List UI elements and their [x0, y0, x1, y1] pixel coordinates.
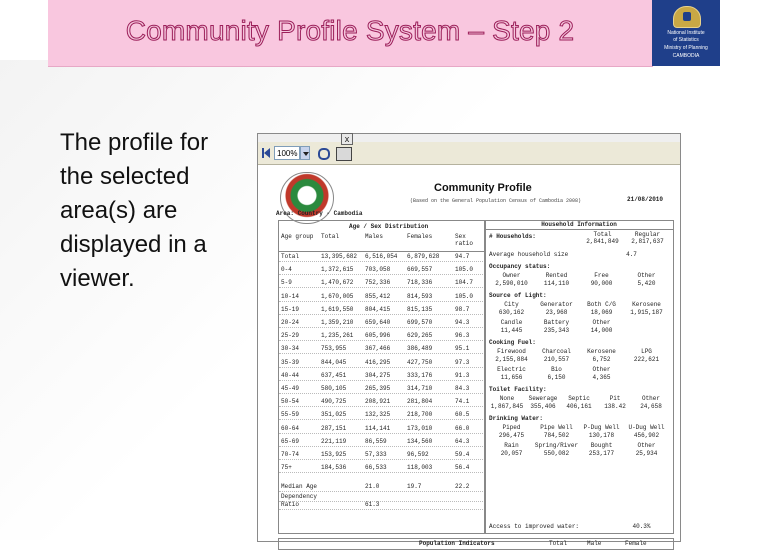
col: Female: [625, 540, 647, 547]
report-area: Area: Country - Cambodia: [276, 210, 363, 217]
cell: Toilet Facility:: [489, 386, 547, 393]
cell: 96.3: [455, 332, 470, 340]
column-header: Total: [321, 233, 340, 240]
cell: 95.1: [455, 345, 470, 353]
cell: 96,592: [407, 451, 429, 458]
cell: 91.3: [455, 371, 470, 379]
cell: 699,570: [407, 319, 433, 326]
cell: 4.7: [626, 251, 637, 258]
row-label: Average household size: [489, 251, 569, 258]
cell: 130,178: [588, 432, 615, 439]
cell: Pit: [609, 395, 621, 402]
table-row: [279, 306, 485, 315]
cell: Electric: [497, 366, 526, 373]
cell: 753,955: [321, 345, 347, 353]
column-labels: [489, 319, 673, 326]
row-label: Total: [281, 253, 300, 260]
cell: 855,412: [365, 292, 391, 300]
cell: 4,365: [592, 374, 611, 381]
cell: 66,533: [365, 464, 387, 472]
report-date: 21/08/2010: [627, 196, 664, 203]
row-label: 35-39: [281, 358, 300, 366]
population-indicators-header: [278, 538, 674, 550]
column-labels: [489, 395, 673, 402]
cell: 2,590,010: [495, 280, 528, 287]
cell: 784,502: [543, 432, 570, 439]
cell: 804,415: [365, 305, 391, 313]
table-row: [279, 425, 485, 434]
viewer-top-strip: [258, 134, 680, 142]
table-row: [279, 266, 485, 275]
body-line: displayed in a: [60, 231, 207, 258]
body-line: the selected: [60, 163, 190, 190]
first-page-icon[interactable]: [262, 148, 270, 158]
cell: Free: [594, 272, 609, 279]
cell: Bio: [551, 366, 562, 373]
table-row: [279, 438, 485, 447]
column-header: Age group: [281, 233, 314, 240]
pop-cols: [549, 540, 663, 547]
cell: 114,110: [543, 280, 570, 287]
row-label: 60-64: [281, 424, 300, 432]
cell: 427,750: [407, 358, 433, 366]
cell: 355,406: [530, 403, 556, 410]
row-label: Dependency: [281, 493, 318, 500]
column-header: Males: [365, 233, 384, 240]
cell: 184,536: [321, 464, 347, 472]
cell: 60.5: [455, 411, 470, 419]
cell: 2,841,849: [586, 238, 619, 245]
body-line: viewer.: [60, 265, 135, 292]
cell: 84.3: [455, 385, 470, 392]
row-label: 65-69: [281, 437, 300, 445]
avg-hh-size-row: [489, 251, 673, 258]
cell: 6,752: [592, 356, 611, 363]
column-labels: [489, 424, 673, 431]
cell: 669,557: [407, 266, 433, 274]
close-icon[interactable]: x: [341, 133, 353, 145]
table-row: [279, 319, 485, 328]
cell: 18,069: [590, 309, 613, 316]
cell: 218,700: [407, 411, 433, 419]
printer-icon[interactable]: [336, 147, 352, 161]
row-label: Median Age: [281, 483, 318, 490]
cell: 208,921: [365, 398, 391, 406]
cell: Cooking Fuel:: [489, 339, 536, 346]
column-labels: [489, 272, 673, 279]
cell: Other: [637, 442, 656, 449]
cell: 6,516,054: [365, 253, 398, 260]
col: Total: [593, 231, 612, 238]
body-line: The profile for: [60, 129, 209, 156]
cell: 86,559: [365, 437, 387, 445]
cell: Charcoal: [542, 348, 571, 355]
value-row: [489, 309, 673, 316]
value-row: [489, 403, 673, 410]
col: Regular: [634, 231, 661, 238]
cell: 367,466: [365, 345, 391, 353]
cell: 253,177: [588, 450, 615, 457]
cell: Generator: [540, 301, 573, 308]
report-page: [272, 168, 672, 547]
cell: Both C/G: [587, 301, 616, 308]
cell: 11,445: [500, 327, 523, 334]
cell: 1,235,261: [321, 332, 354, 340]
crest-icon: [673, 6, 701, 28]
cell: Kerosene: [587, 348, 616, 355]
cell: Occupancy status:: [489, 263, 551, 270]
cell: 97.3: [455, 358, 470, 366]
cell: 132,325: [365, 411, 391, 419]
value-row: [489, 450, 673, 457]
report-title: Community Profile: [434, 182, 532, 194]
cell: 5,420: [637, 280, 656, 287]
cell: 94.3: [455, 319, 470, 326]
cell: U-Dug Well: [628, 424, 665, 431]
cell: LPG: [641, 348, 652, 355]
cell: 333,176: [407, 371, 433, 379]
cell: 287,151: [321, 424, 347, 432]
section-label: [489, 415, 673, 422]
logo-text-3: Ministry of Planning: [664, 45, 708, 51]
cell: 19.7: [407, 483, 422, 490]
column-header: Sex ratio: [455, 233, 474, 247]
median-age-row: [279, 483, 485, 492]
table-row: [279, 332, 485, 341]
cell: 74.1: [455, 398, 470, 406]
table-row: [279, 451, 485, 460]
table-row: [279, 464, 485, 473]
cell: 210,557: [543, 356, 570, 363]
cell: 456,902: [633, 432, 660, 439]
cell: Sewerage: [528, 395, 558, 402]
cell: 94.7: [455, 253, 470, 260]
cell: 56.4: [455, 464, 470, 472]
cell: 844,045: [321, 358, 347, 366]
cell: Rain: [504, 442, 519, 449]
table-row: [279, 345, 485, 354]
cell: Other: [592, 366, 611, 373]
cell: Candle: [500, 319, 523, 326]
cell: 25,934: [635, 450, 658, 457]
cell: 22.2: [455, 483, 470, 490]
cell: 153,925: [321, 451, 347, 458]
table-row: [279, 253, 485, 262]
cell: 703,058: [365, 266, 391, 274]
value-row: [489, 280, 673, 287]
cell: 21.0: [365, 483, 380, 490]
cell: 66.0: [455, 424, 470, 432]
cell: P-Dug Well: [583, 424, 620, 431]
cell: 265,395: [365, 385, 391, 392]
row-label: 20-24: [281, 319, 300, 326]
cell: Other: [641, 395, 660, 402]
cell: Piped: [502, 424, 521, 431]
row-label: 5-9: [281, 279, 292, 287]
cell: 90,000: [590, 280, 613, 287]
table-row: [279, 279, 485, 288]
hh-cols: [580, 231, 764, 238]
section-title: Age / Sex Distribution: [349, 223, 429, 230]
cell: 296,475: [498, 432, 525, 439]
row-label: Ratio: [281, 501, 300, 508]
cell: Source of Light:: [489, 292, 547, 299]
section-label: [489, 292, 673, 299]
row-label: 0-4: [281, 266, 292, 274]
cell: Spring/River: [534, 442, 579, 449]
cell: 98.7: [455, 305, 470, 313]
cell: 814,593: [407, 292, 433, 300]
row-label: Access to improved water:: [489, 523, 580, 530]
body-line: area(s) are: [60, 197, 178, 224]
cell: 752,336: [365, 279, 391, 287]
cell: 605,996: [365, 332, 391, 340]
table-row: [279, 385, 485, 394]
cell: 104.7: [455, 279, 474, 287]
slide-body-text: [60, 126, 240, 296]
cell: 1,372,615: [321, 266, 354, 274]
cell: 815,135: [407, 305, 433, 313]
cell: 314,710: [407, 385, 433, 392]
cell: 138.42: [604, 403, 626, 410]
cell: 580,105: [321, 385, 347, 392]
column-header: Females: [407, 233, 433, 240]
cell: 13,395,682: [321, 253, 358, 260]
section-label: [489, 339, 673, 346]
cell: 637,451: [321, 371, 347, 379]
cell: Bought: [590, 442, 613, 449]
row-label: 15-19: [281, 305, 300, 313]
cell: 281,804: [407, 398, 433, 406]
col: Male: [587, 540, 602, 547]
hh-values: [580, 238, 764, 245]
cell: 221,119: [321, 437, 347, 445]
cell: Owner: [502, 272, 521, 279]
section-label: [489, 263, 673, 270]
row-label: 10-14: [281, 292, 300, 300]
nis-logo: [652, 0, 720, 66]
cell: Kerosene: [632, 301, 661, 308]
cell: 406,161: [566, 403, 592, 410]
cell: 173,010: [407, 424, 433, 432]
column-labels: [489, 348, 673, 355]
cell: 1,359,210: [321, 319, 354, 326]
cell: Septic: [568, 395, 590, 402]
cell: 59.4: [455, 451, 470, 458]
report-subtitle: (Based on the General Population Census of Cambodia 2008): [410, 198, 582, 204]
cell: 6,879,628: [407, 253, 440, 260]
age-sex-table: [278, 220, 486, 534]
row-label: 70-74: [281, 451, 300, 458]
cell: 24,658: [640, 403, 662, 410]
value-row: [489, 432, 673, 439]
cell: 114,141: [365, 424, 391, 432]
cell: Pipe Well: [540, 424, 573, 431]
cell: None: [499, 395, 515, 402]
cell: 490,725: [321, 398, 347, 406]
table-row: [279, 411, 485, 420]
report-viewer-window: [257, 133, 681, 547]
table-row: [279, 398, 485, 407]
value-row: [489, 374, 673, 381]
cell: 351,025: [321, 411, 347, 419]
dependency-row-2: [279, 501, 485, 510]
cell: 14,000: [590, 327, 613, 334]
row-label: 40-44: [281, 371, 300, 379]
household-info-table: [484, 220, 674, 534]
viewer-toolbar: [258, 142, 680, 165]
cell: 40.3%: [632, 523, 651, 530]
cell: Drinking Water:: [489, 415, 544, 422]
section-title: Household Information: [485, 221, 673, 230]
table-row: [279, 293, 485, 302]
section-label: [489, 386, 673, 393]
slide-title-bar: [48, 0, 653, 67]
cell: Firewood: [497, 348, 526, 355]
hh-label: # Households:: [489, 233, 536, 240]
cell: 6,150: [547, 374, 566, 381]
cell: 57,333: [365, 451, 387, 458]
row-label: 50-54: [281, 398, 300, 406]
cell: 386,489: [407, 345, 433, 353]
cell: 1,470,672: [321, 279, 354, 287]
cell: 416,295: [365, 358, 391, 366]
cell: Other: [637, 272, 656, 279]
cell: City: [504, 301, 519, 308]
column-labels: [489, 442, 673, 449]
logo-text-2: of Statistics: [673, 37, 699, 43]
logo-text-4: CAMBODIA: [672, 53, 700, 59]
cell: 61.3: [365, 501, 380, 508]
cell: 629,265: [407, 332, 433, 340]
value-row: [489, 356, 673, 363]
cell: 23,968: [545, 309, 568, 316]
row-label: 30-34: [281, 345, 300, 353]
cell: 304,275: [365, 371, 391, 379]
cell: 1,619,550: [321, 305, 354, 313]
row-label: 25-29: [281, 332, 300, 340]
cell: 20,057: [500, 450, 523, 457]
logo-text-1: National Institute: [667, 30, 705, 36]
search-icon[interactable]: [318, 148, 330, 160]
col: Total: [549, 540, 568, 547]
value-row: [489, 327, 673, 334]
cell: 659,640: [365, 319, 391, 326]
cell: 2,155,884: [495, 356, 528, 363]
row-label: 45-49: [281, 385, 300, 392]
table-row: [279, 359, 485, 368]
column-labels: [489, 366, 673, 373]
improved-water-row: [489, 523, 673, 530]
cell: 11,656: [500, 374, 523, 381]
section-title: Population Indicators: [419, 540, 495, 547]
zoom-select[interactable]: 100%: [274, 146, 300, 160]
cell: Rented: [545, 272, 568, 279]
row-label: 55-59: [281, 411, 300, 419]
cell: 630,162: [498, 309, 525, 316]
cell: Other: [592, 319, 611, 326]
cell: 718,336: [407, 279, 433, 287]
slide-title: Community Profile System – Step 2: [125, 15, 575, 46]
cell: 64.3: [455, 437, 470, 445]
cell: Battery: [543, 319, 570, 326]
table-row: [279, 372, 485, 381]
cell: 134,560: [407, 437, 433, 445]
cell: 105.0: [455, 292, 474, 300]
cell: 105.0: [455, 266, 474, 274]
cell: 1,915,187: [630, 309, 663, 316]
cell: 222,621: [633, 356, 660, 363]
row-label: 75+: [281, 464, 292, 472]
cell: 550,082: [543, 450, 570, 457]
cell: 235,343: [543, 327, 570, 334]
age-sex-header: [279, 221, 485, 252]
cell: 118,003: [407, 464, 433, 472]
cell: 1,670,005: [321, 292, 354, 300]
column-labels: [489, 301, 673, 308]
cell: 1,867,845: [490, 403, 524, 410]
cell: 2,817,637: [631, 238, 664, 245]
chevron-down-icon[interactable]: [300, 146, 310, 160]
